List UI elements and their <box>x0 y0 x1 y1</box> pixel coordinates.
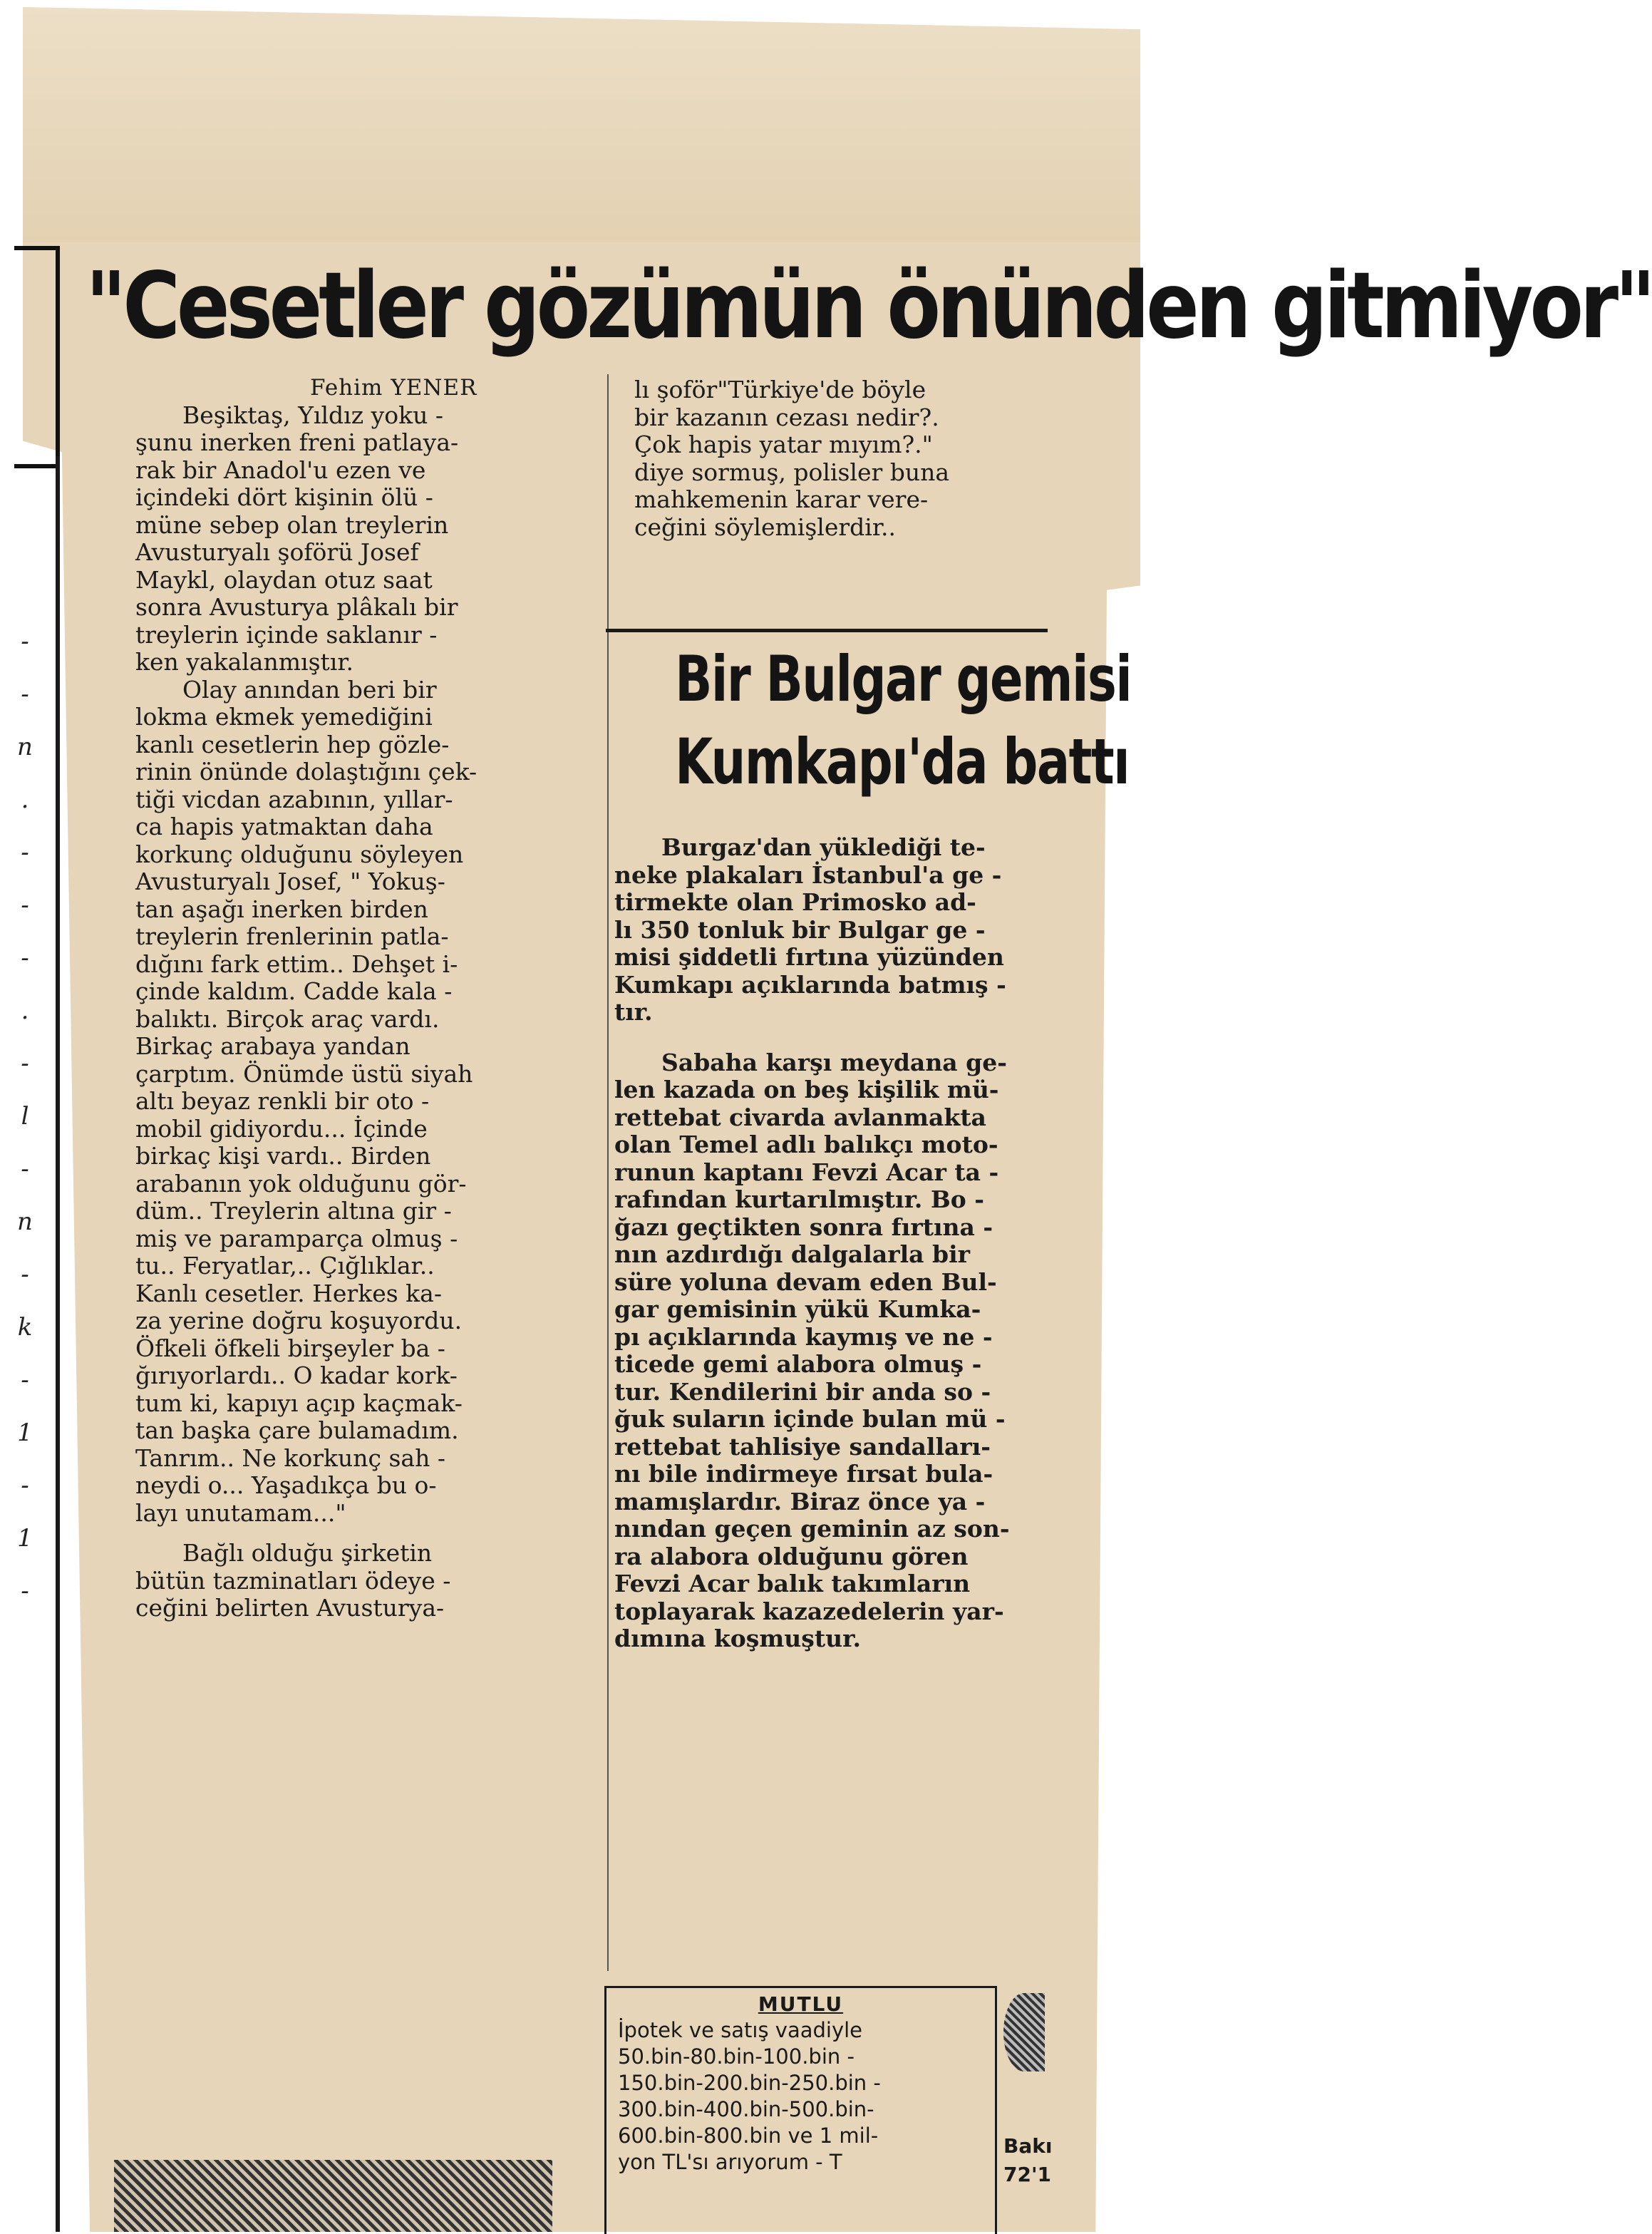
paragraph-continuation: lı şoför"Türkiye'de böyle bir kazanın cezası nedir?. Çok hapis yatar mıyım?." diye sormuş, polisler buna mahkemenin karar vere- ceğini söylemişlerdir.. <box>634 376 950 541</box>
ad-line: 150.bin-200.bin-250.bin - <box>618 2071 881 2095</box>
second-article-paragraph-1: Burgaz'dan yüklediği te- neke plakaları İstanbul'a ge - tirmekte olan Primosko ad- lı 350 tonluk bir Bulgar ge - misi şiddetli fırtına yüzünden Kumkapı açıklarında batmış - tır. <box>614 833 1006 1026</box>
second-article-body <box>614 834 1070 1653</box>
ad-line: 300.bin-400.bin-500.bin- <box>618 2097 874 2121</box>
section-divider <box>606 629 1048 632</box>
ad-title: MUTLU <box>758 1992 844 2016</box>
paragraph-3: Bağlı olduğu şirketin bütün tazminatları ödeye - ceğini belirten Avusturya- <box>135 1539 451 1622</box>
adjacent-column-fragments: - - n . - - - . - l - n - k - 1 - 1 - <box>17 627 33 1605</box>
paragraph-1: Beşiktaş, Yıldız yoku - şunu inerken freni patlaya- rak bir Anadol'u ezen ve içindeki dört kişinin ölü - müne sebep olan treylerin Avusturyalı şoförü Josef Maykl, olaydan otuz saat sonra Avusturya plâkalı bir treylerin içinde saklanır - ken yakalanmıştır. <box>135 401 459 676</box>
ad-logo-icon <box>1003 1993 1045 2071</box>
article-headline: "Cesetler gözümün önünden gitmiyor" <box>86 253 1652 359</box>
adjacent-ad-fragment: Bakı 72'1 <box>998 1986 1041 2232</box>
halftone-bar <box>114 2160 552 2232</box>
ad-line: 600.bin-800.bin ve 1 mil- <box>618 2124 879 2148</box>
ad-line: yon TL'sı arıyorum - T <box>618 2150 842 2174</box>
byline: Fehim YENER <box>310 375 477 401</box>
left-border-bracket <box>14 246 60 468</box>
second-article-headline: Bir Bulgar gemisi Kumkapı'da battı <box>675 642 1132 798</box>
column-divider <box>607 374 609 1971</box>
blank-paper-top <box>23 7 1140 242</box>
paragraph-2: Olay anından beri bir lokma ekmek yemediğini kanlı cesetlerin hep gözle- rinin önünde dolaştığını çek- tiği vicdan azabının, yıllar- ca hapis yatmaktan daha korkunç olduğunu söyleyen Avusturyalı Josef, " Yokuş- tan aşağı inerken birden treylerin frenlerinin patla- dığını fark ettim.. Dehşet i- çinde kaldım. Cadde kala - balıktı. Birçok araç vardı. Birkaç arabaya yandan çarptım. Önümde üstü siyah altı beyaz renkli bir oto - mobil gidiyordu... İçinde birkaç kişi vardı.. Birden arabanın yok olduğunu gör- düm.. Treylerin altına gir - miş ve paramparça olmuş - tu.. Feryatlar,.. Çığlıklar.. Kanlı cesetler. Herkes ka- za yerine doğru koşuyordu. Öfkeli öfkeli birşeyler ba - ğırıyorlardı.. O kadar kork- tum ki, kapıyı açıp kaçmak- tan başka çare bulamadım. Tanrım.. Ne korkunç sah - neydi o... Yaşadıkça bu o- layı unutamam..." <box>135 675 477 1527</box>
article-column-2-continuation <box>634 376 1062 541</box>
second-article-paragraph-2: Sabaha karşı meydana ge- len kazada on beş kişilik mü- rettebat civarda avlanmakta olan Temel adlı balıkçı moto- runun kaptanı Fevzi Acar ta - rafından kurtarılmıştır. Bo - ğazı geçtikten sonra fırtına - nın azdırdığı dalgalarla bir süre yoluna devam eden Bul- gar gemisinin yükü Kumka- pı açıklarında kaymış ve ne - ticede gemi alabora olmuş - tur. Kendilerini bir anda so - ğuk suların içinde bulan mü - rettebat tahlisiye sandalları- nı bile indirmeye fırsat bula- mamışlardır. Biraz önce ya - nından geçen geminin az son- ra alabora olduğunu gören Fevzi Acar balık takımların toplayarak kazazedelerin yar- dımına koşmuştur. <box>614 1048 1010 1652</box>
left-column-rule <box>56 456 60 2232</box>
article-column-1 <box>135 374 592 1622</box>
classified-ad <box>604 1986 997 2234</box>
ad-line: 50.bin-80.bin-100.bin - <box>618 2044 855 2069</box>
ad-line: İpotek ve satış vaadiyle <box>618 2018 863 2042</box>
